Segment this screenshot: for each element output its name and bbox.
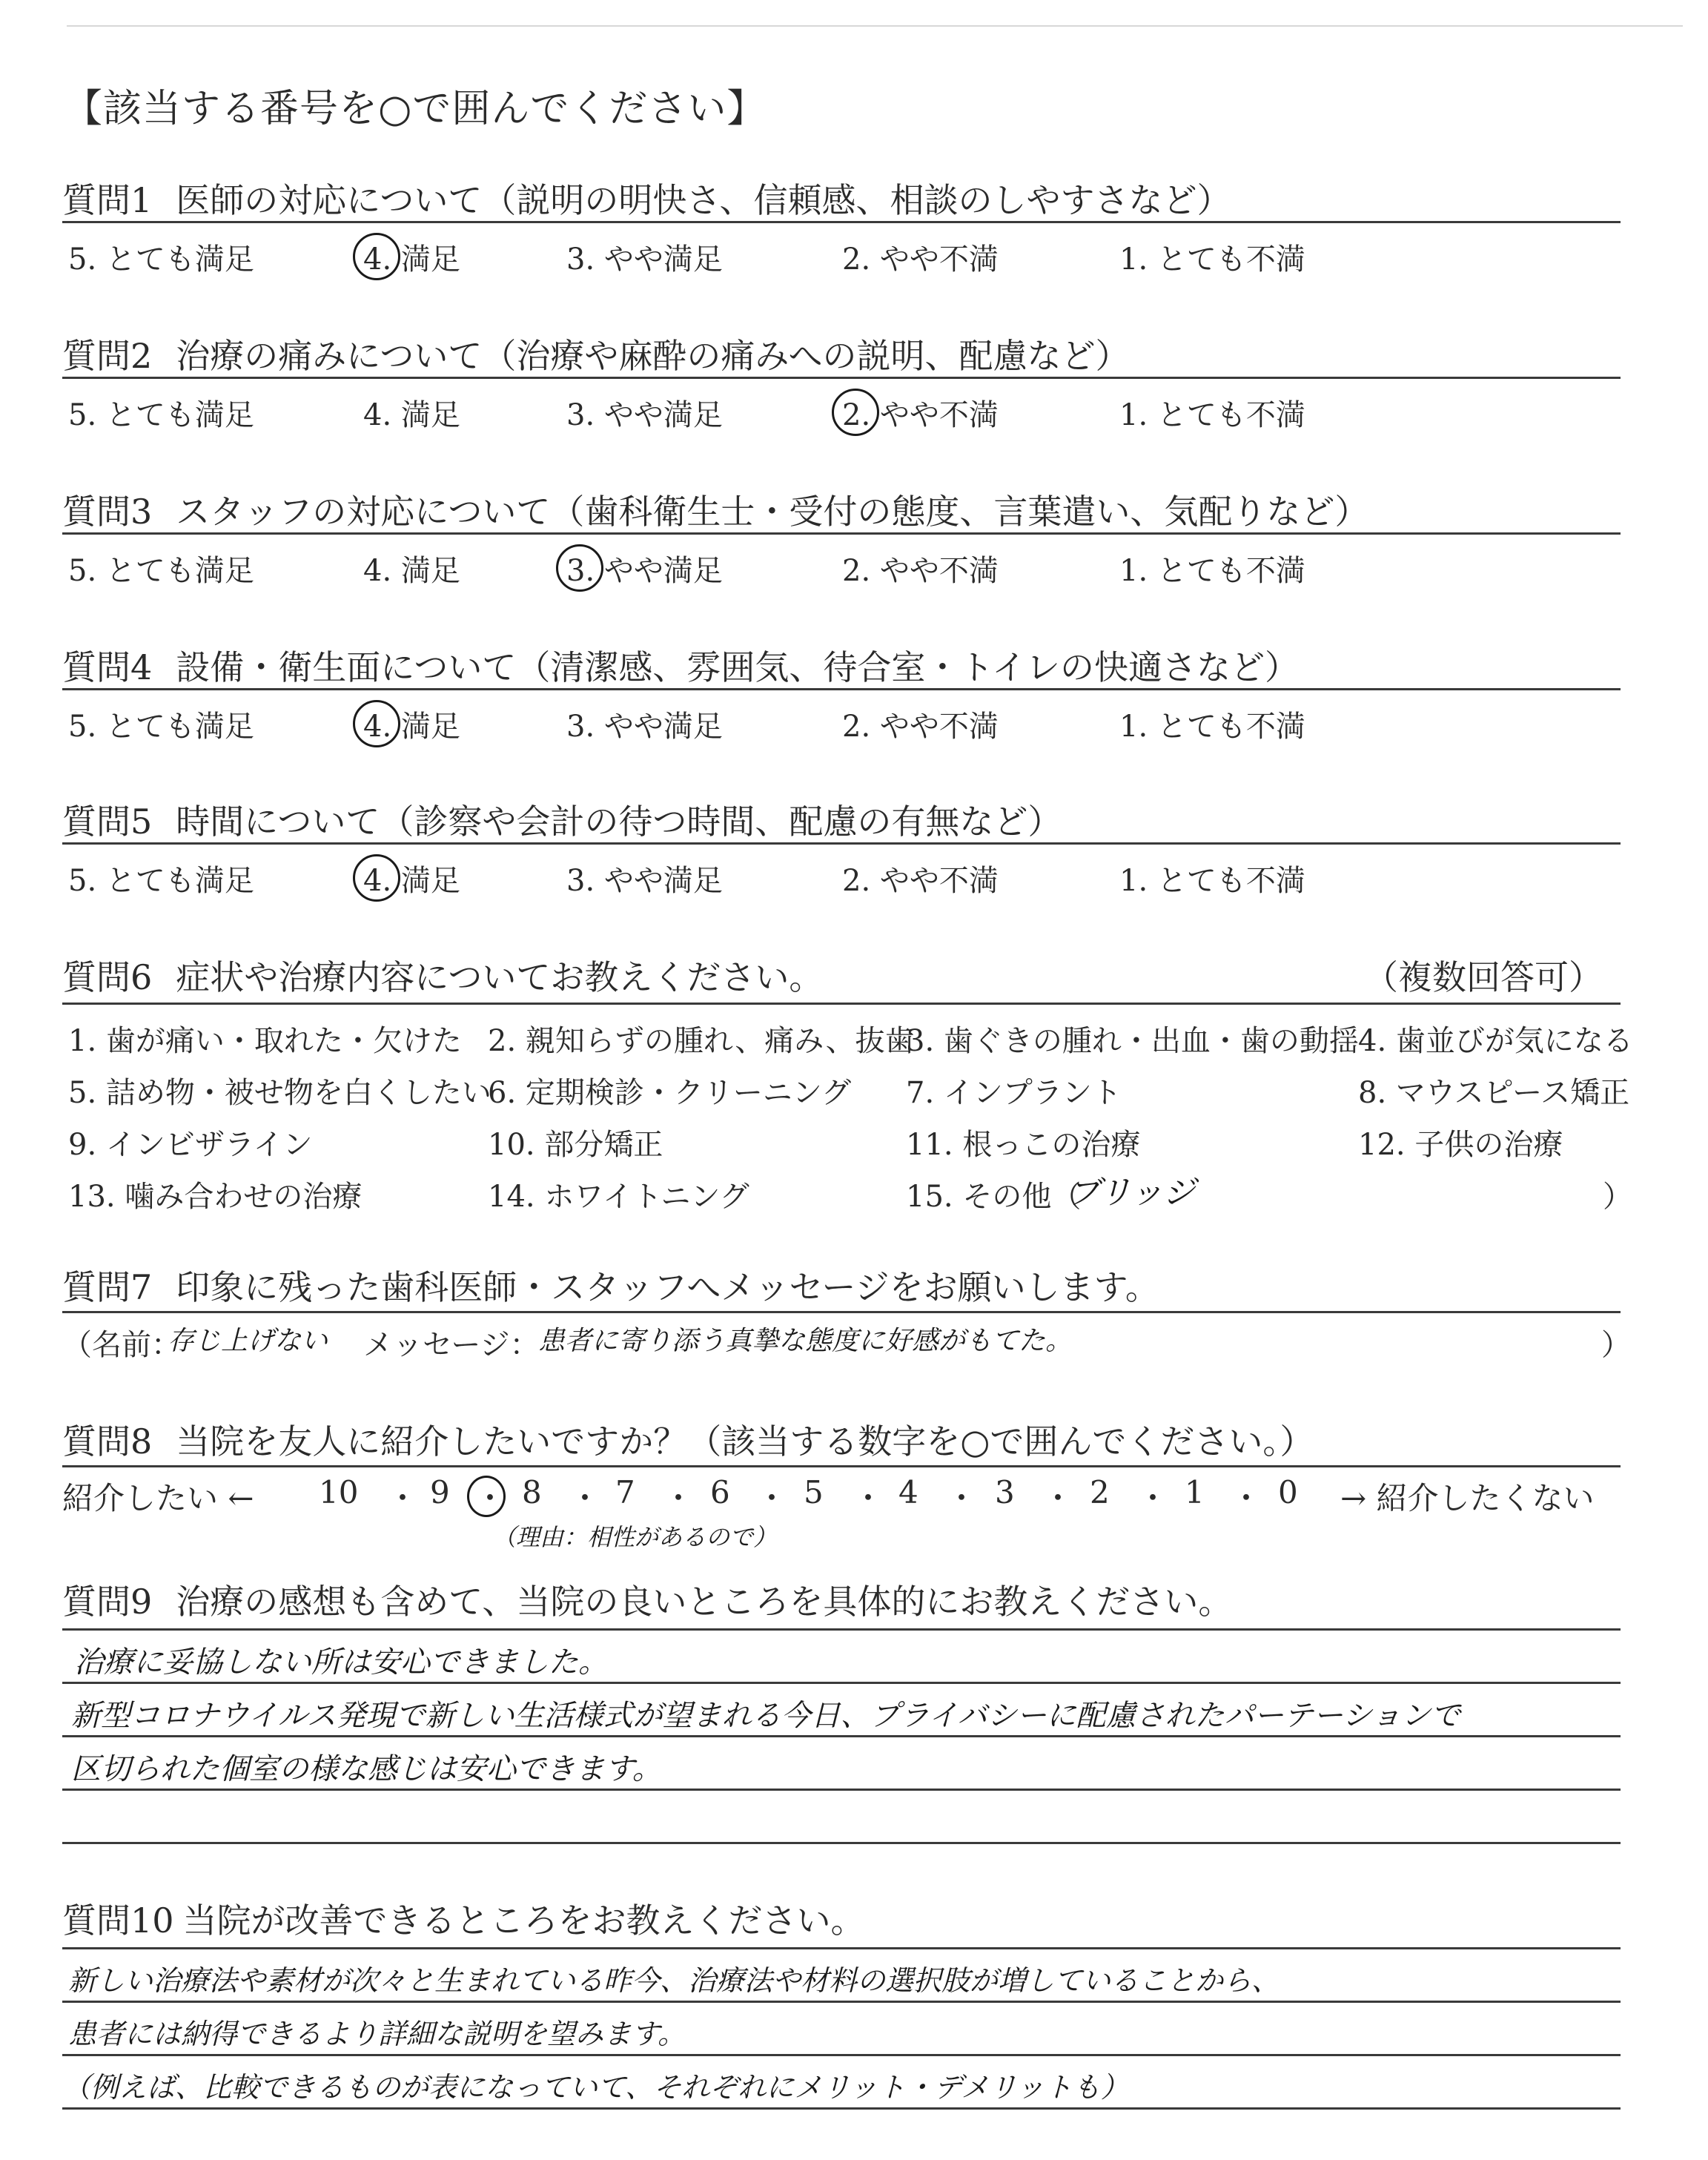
q3-title bbox=[62, 485, 1368, 534]
q7-message-label: メッセージ： bbox=[363, 1328, 540, 1362]
q1-option-2[interactable]: 2. やや不満 bbox=[842, 242, 999, 277]
q3-rule bbox=[62, 532, 1621, 535]
q7-rule bbox=[62, 1311, 1621, 1313]
q2-text: 治療の痛みについて（治療や麻酔の痛みへの説明、配慮など） bbox=[176, 336, 1130, 376]
q10-rule-3 bbox=[62, 2054, 1621, 2056]
q2-selection-circle bbox=[832, 389, 879, 436]
q2-option-5[interactable]: 5. とても満足 bbox=[68, 398, 254, 432]
q7-close: ） bbox=[1601, 1328, 1631, 1362]
q4-text: 設備・衛生面について（清潔感、雰囲気、待合室・トイレの快適さなど） bbox=[176, 647, 1300, 687]
q3-option-5[interactable]: 5. とても満足 bbox=[68, 554, 254, 588]
q8-title bbox=[62, 1415, 1314, 1464]
q3-text: スタッフの対応について（歯科衛生士・受付の態度、言葉遣い、気配りなど） bbox=[176, 492, 1369, 532]
q10-rule-4 bbox=[62, 2107, 1621, 2110]
q8-scale-separator: ・ bbox=[853, 1480, 884, 1516]
q2-title bbox=[62, 329, 1129, 378]
q10-line-3[interactable]: （例えば、比較できるものが表になっていて、それぞれにメリット・デメリットも） bbox=[62, 2071, 1129, 2104]
q6-item-11[interactable]: 11. 根っこの治療 bbox=[906, 1128, 1141, 1162]
q10-title bbox=[62, 1894, 865, 1943]
q5-option-5[interactable]: 5. とても満足 bbox=[68, 864, 254, 898]
q8-number: 質問8 bbox=[62, 1421, 153, 1462]
q6-item-10[interactable]: 10. 部分矯正 bbox=[488, 1128, 663, 1162]
q3-option-2[interactable]: 2. やや不満 bbox=[842, 554, 999, 588]
q6-item-7[interactable]: 7. インプラント bbox=[906, 1076, 1122, 1110]
q9-number: 質問9 bbox=[62, 1582, 153, 1622]
q9-title bbox=[62, 1575, 1232, 1624]
q8-text: 当院を友人に紹介したいですか？（該当する数字を○で囲んでください。） bbox=[176, 1421, 1314, 1462]
q9-line-1[interactable]: 治療に妥協しない所は安心できました。 bbox=[74, 1645, 608, 1680]
q8-scale-value[interactable]: 9 bbox=[430, 1474, 450, 1510]
q6-item-8[interactable]: 8. マウスピース矯正 bbox=[1358, 1076, 1630, 1110]
q7-text: 印象に残った歯科医師・スタッフへメッセージをお願いします。 bbox=[176, 1267, 1159, 1307]
q8-scale-value[interactable]: 5 bbox=[804, 1474, 824, 1510]
q1-selection-circle bbox=[353, 233, 400, 280]
q9-rule-3 bbox=[62, 1735, 1621, 1737]
q3-option-4[interactable]: 4. 満足 bbox=[363, 554, 460, 588]
q3-number: 質問3 bbox=[62, 492, 153, 532]
q6-item-14[interactable]: 14. ホワイトニング bbox=[488, 1180, 749, 1214]
q6-item-13[interactable]: 13. 噛み合わせの治療 bbox=[68, 1180, 363, 1214]
q1-option-5[interactable]: 5. とても満足 bbox=[68, 242, 254, 277]
q8-scale-value[interactable]: 7 bbox=[615, 1474, 635, 1510]
q6-multiple-note: （複数回答可） bbox=[1364, 957, 1603, 997]
q8-scale-separator: ・ bbox=[1231, 1480, 1262, 1516]
q8-scale-value[interactable]: 1 bbox=[1185, 1474, 1205, 1510]
q8-rule bbox=[62, 1465, 1621, 1467]
q2-rule bbox=[62, 377, 1621, 379]
q8-scale-value[interactable]: 10 bbox=[319, 1474, 359, 1510]
q10-line-2[interactable]: 患者には納得できるより詳細な説明を望みます。 bbox=[68, 2018, 686, 2050]
q10-rule-2 bbox=[62, 2001, 1621, 2003]
top-border bbox=[67, 25, 1683, 27]
q6-title bbox=[62, 951, 823, 1000]
q5-option-4[interactable]: 4. 満足 bbox=[363, 864, 460, 898]
q6-item-2[interactable]: 2. 親知らずの腫れ、痛み、抜歯 bbox=[488, 1024, 915, 1058]
q2-option-2[interactable]: 2. やや不満 bbox=[842, 398, 999, 432]
q8-scale-separator: ・ bbox=[1137, 1480, 1169, 1516]
q1-number: 質問1 bbox=[62, 180, 153, 220]
q6-item-4[interactable]: 4. 歯並びが気になる bbox=[1358, 1024, 1633, 1058]
q8-scale-value[interactable]: 8 bbox=[522, 1474, 542, 1510]
q2-option-4[interactable]: 4. 満足 bbox=[363, 398, 460, 432]
q5-selection-circle bbox=[353, 854, 400, 902]
q6-item-9[interactable]: 9. インビザライン bbox=[68, 1128, 313, 1162]
q5-number: 質問5 bbox=[62, 802, 153, 842]
q8-scale-separator: ・ bbox=[1042, 1480, 1074, 1516]
q6-item-12[interactable]: 12. 子供の治療 bbox=[1358, 1128, 1563, 1162]
q1-text: 医師の対応について（説明の明快さ、信頼感、相談のしやすさなど） bbox=[176, 180, 1231, 220]
q9-rule-4 bbox=[62, 1789, 1621, 1791]
q3-option-3[interactable]: 3. やや満足 bbox=[566, 554, 723, 588]
q10-text: 当院が改善できるところをお教えください。 bbox=[182, 1900, 865, 1941]
q5-option-1[interactable]: 1. とても不満 bbox=[1119, 864, 1305, 898]
page-header: 【該当する番号を○で囲んでください】 bbox=[64, 87, 767, 131]
q5-option-2[interactable]: 2. やや不満 bbox=[842, 864, 999, 898]
q4-option-4[interactable]: 4. 満足 bbox=[363, 710, 460, 744]
q6-item-1[interactable]: 1. 歯が痛い・取れた・欠けた bbox=[68, 1024, 462, 1058]
q5-text: 時間について（診察や会計の待つ時間、配慮の有無など） bbox=[176, 802, 1062, 842]
q3-selection-circle bbox=[556, 544, 603, 592]
q5-title bbox=[62, 795, 1062, 844]
q9-line-3[interactable]: 区切られた個室の様な感じは安心できます。 bbox=[71, 1752, 662, 1786]
q6-text: 症状や治療内容についてお教えください。 bbox=[176, 957, 824, 997]
q3-option-1[interactable]: 1. とても不満 bbox=[1119, 554, 1305, 588]
q8-scale-value[interactable]: 4 bbox=[898, 1474, 918, 1510]
q4-option-3[interactable]: 3. やや満足 bbox=[566, 710, 723, 744]
q1-option-1[interactable]: 1. とても不満 bbox=[1119, 242, 1305, 277]
q8-scale-separator: ・ bbox=[946, 1480, 978, 1516]
q8-reason[interactable]: （理由：相性があるので） bbox=[492, 1523, 778, 1551]
q6-item-5[interactable]: 5. 詰め物・被せ物を白くしたい bbox=[68, 1076, 491, 1110]
q8-scale-separator: ・ bbox=[474, 1480, 506, 1516]
q1-option-4[interactable]: 4. 満足 bbox=[363, 242, 460, 277]
q8-left-label: 紹介したい ← bbox=[62, 1480, 254, 1516]
q9-rule-2 bbox=[62, 1682, 1621, 1684]
q2-option-1[interactable]: 1. とても不満 bbox=[1119, 398, 1305, 432]
q2-number: 質問2 bbox=[62, 336, 153, 376]
q4-selection-circle bbox=[353, 700, 400, 747]
q8-scale-separator: ・ bbox=[663, 1480, 695, 1516]
q4-option-1[interactable]: 1. とても不満 bbox=[1119, 710, 1305, 744]
q6-item-15[interactable]: 15. その他（ bbox=[906, 1180, 1082, 1214]
q6-item-15-close: ） bbox=[1603, 1180, 1632, 1214]
q4-rule bbox=[62, 688, 1621, 690]
q10-rule-1 bbox=[62, 1947, 1621, 1949]
q9-line-2[interactable]: 新型コロナウイルス発現で新しい生活様式が望まれる今日、プライバシーに配慮されたパーテーションで bbox=[71, 1699, 1460, 1733]
q9-text: 治療の感想も含めて、当院の良いところを具体的にお教えください。 bbox=[176, 1582, 1233, 1622]
q8-scale-separator: ・ bbox=[569, 1480, 601, 1516]
q8-scale-value[interactable]: 3 bbox=[995, 1474, 1015, 1510]
q5-rule bbox=[62, 842, 1621, 845]
q1-rule bbox=[62, 221, 1621, 223]
q8-scale-value[interactable]: 0 bbox=[1278, 1474, 1298, 1510]
q4-number: 質問4 bbox=[62, 647, 153, 687]
q8-scale-separator: ・ bbox=[387, 1480, 419, 1516]
q9-rule-5 bbox=[62, 1842, 1621, 1844]
q10-line-1[interactable]: 新しい治療法や素材が次々と生まれている昨今、治療法や材料の選択肢が増していることから、 bbox=[68, 1964, 1280, 1997]
q4-option-2[interactable]: 2. やや不満 bbox=[842, 710, 999, 744]
q8-scale-value[interactable]: 6 bbox=[710, 1474, 730, 1510]
q6-rule bbox=[62, 1003, 1621, 1005]
q7-message-value[interactable]: 患者に寄り添う真摯な態度に好感がもてた。 bbox=[538, 1326, 1073, 1356]
q10-number: 質問10 bbox=[62, 1900, 174, 1941]
q6-item-3[interactable]: 3. 歯ぐきの腫れ・出血・歯の動揺 bbox=[906, 1024, 1359, 1058]
q4-option-5[interactable]: 5. とても満足 bbox=[68, 710, 254, 744]
q8-right-label: → 紹介したくない bbox=[1340, 1480, 1595, 1516]
q8-scale-separator: ・ bbox=[756, 1480, 788, 1516]
q7-title bbox=[62, 1261, 1159, 1309]
q9-rule-1 bbox=[62, 1628, 1621, 1631]
q6-other-answer[interactable]: ブリッジ bbox=[1068, 1174, 1196, 1212]
q4-title bbox=[62, 641, 1299, 690]
q7-name-value[interactable]: 存じ上げない bbox=[168, 1326, 328, 1356]
q6-number: 質問6 bbox=[62, 957, 153, 997]
q2-option-3[interactable]: 3. やや満足 bbox=[566, 398, 723, 432]
q6-item-6[interactable]: 6. 定期検診・クリーニング bbox=[488, 1076, 852, 1110]
q7-number: 質問7 bbox=[62, 1267, 153, 1307]
q7-name-label: （名前： bbox=[62, 1328, 181, 1362]
q1-title bbox=[62, 174, 1231, 222]
q5-option-3[interactable]: 3. やや満足 bbox=[566, 864, 723, 898]
q1-option-3[interactable]: 3. やや満足 bbox=[566, 242, 723, 277]
q8-scale-value[interactable]: 2 bbox=[1090, 1474, 1110, 1510]
